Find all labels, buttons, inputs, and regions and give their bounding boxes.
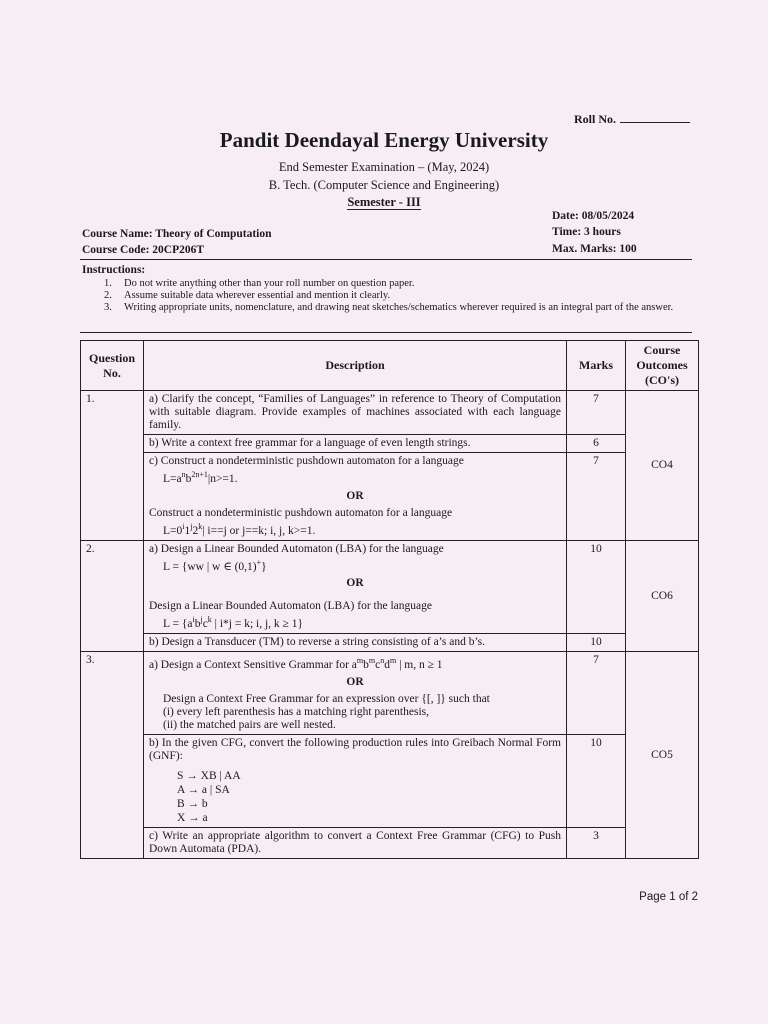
divider <box>80 259 692 260</box>
language-expression: L = {ww | w ∈ (0,1)+} <box>163 557 267 573</box>
co-3: CO5 <box>626 652 699 859</box>
or-separator: OR <box>346 577 364 590</box>
question-2b: b) Design a Transducer (TM) to reverse a string consisting of a’s and b’s. <box>144 634 567 652</box>
table-row <box>81 540 699 634</box>
question-1b: b) Write a context free grammar for a language of even length strings. <box>144 435 567 453</box>
question-number: 2. <box>81 540 144 652</box>
language-expression: $L=0^i1^j2^k|$ i==j or j==k; i, j, k>=1. <box>163 521 316 537</box>
course-code: Course Code: 20CP206T <box>82 244 205 256</box>
roll-number-label: Roll No. <box>574 112 616 126</box>
header-marks: Marks <box>567 341 626 391</box>
marks-2a: 10 <box>567 540 626 634</box>
marks-3c: 3 <box>567 828 626 859</box>
program-name: B. Tech. (Computer Science and Engineering) <box>268 178 500 192</box>
question-1c-part2: Construct a nondeterministic pushdown automaton for a language <box>149 506 453 519</box>
or-separator: OR <box>346 676 364 689</box>
instruction-item: 3. Writing appropriate units, nomenclature, and drawing neat sketches/schematics wherever required is an integral part of the answer. <box>104 302 674 313</box>
table-header-row <box>81 341 699 391</box>
co-2: CO6 <box>626 540 699 652</box>
table-row <box>81 435 699 453</box>
marks-1c: 7 <box>567 453 626 541</box>
question-2a-part1: a) Design a Linear Bounded Automaton (LBA) for the language <box>149 542 444 555</box>
question-3a <box>144 652 567 735</box>
roll-number-blank <box>620 122 690 123</box>
or-separator: OR <box>346 489 364 502</box>
instructions-list <box>104 278 694 314</box>
question-3a-part3: (i) every left parenthesis has a matching right parenthesis, <box>163 706 430 719</box>
divider <box>80 332 692 333</box>
instructions-heading: Instructions: <box>82 264 146 276</box>
header-question-no: Question No. <box>81 341 144 391</box>
production-rule: A → a | SA <box>177 784 230 797</box>
co-1: CO4 <box>626 391 699 541</box>
production-rule: X → a <box>177 812 208 825</box>
table-row <box>81 828 699 859</box>
table-row <box>81 453 699 541</box>
instruction-item: 1. Do not write anything other than your roll number on question paper. <box>104 278 415 289</box>
exam-title: End Semester Examination – (May, 2024) <box>278 160 490 174</box>
exam-time: Time: 3 hours <box>552 226 621 238</box>
table-row <box>81 652 699 735</box>
question-1c <box>144 453 567 541</box>
question-3b <box>144 735 567 828</box>
marks-1b: 6 <box>567 435 626 453</box>
marks-1a: 7 <box>567 391 626 435</box>
question-number: 3. <box>81 652 144 859</box>
roll-number-field <box>574 112 690 127</box>
question-3c: c) Write an appropriate algorithm to convert a Context Free Grammar (CFG) to Push Down Automata (PDA). <box>144 828 567 859</box>
table-row <box>81 391 699 435</box>
exam-date: Date: 08/05/2024 <box>552 210 635 222</box>
page-number: Page 1 of 2 <box>639 891 698 903</box>
questions-table <box>80 340 699 859</box>
university-name: Pandit Deendayal Energy University <box>219 128 549 152</box>
header-description: Description <box>144 341 567 391</box>
marks-3a: 7 <box>567 652 626 735</box>
production-rule: B → b <box>177 798 208 811</box>
question-3a-part2: Design a Context Free Grammar for an expression over {[, ]} such that <box>163 693 490 706</box>
max-marks: Max. Marks: 100 <box>552 243 637 255</box>
production-rule: S → XB | AA <box>177 770 241 783</box>
question-3a-part1: a) Design a Context Sensitive Grammar for $a^mb^mc^nd^m$ | m, n ≥ 1 <box>149 656 443 672</box>
question-1a: a) Clarify the concept, “Families of Languages” in reference to Theory of Computation with suitable diagram. Provide examples of machines associated with each language family. <box>144 391 567 435</box>
question-1c-part1: c) Construct a nondeterministic pushdown automaton for a language <box>149 455 464 467</box>
question-number: 1. <box>81 391 144 541</box>
header-course-outcomes: Course Outcomes (CO's) <box>626 341 699 391</box>
language-expression: $L=a^nb^{2n+1}|n>=1$. <box>163 470 238 485</box>
table-row <box>81 634 699 652</box>
table-row <box>81 735 699 828</box>
course-name: Course Name: Theory of Computation <box>82 228 272 240</box>
language-expression: $L = \{a^ib^jc^k$ | i*j = k; i, j, k ≥ 1} <box>163 615 304 631</box>
question-2a <box>144 540 567 634</box>
marks-3b: 10 <box>567 735 626 828</box>
semester-label: Semester - III <box>347 195 421 209</box>
question-3a-part4: (ii) the matched pairs are well nested. <box>163 719 336 732</box>
marks-2b: 10 <box>567 634 626 652</box>
question-3b-text: b) In the given CFG, convert the following production rules into Greibach Normal Form (GNF): <box>149 737 561 763</box>
instruction-item: 2. Assume suitable data wherever essential and mention it clearly. <box>104 290 391 301</box>
question-2a-part2: Design a Linear Bounded Automaton (LBA) for the language <box>149 600 432 613</box>
